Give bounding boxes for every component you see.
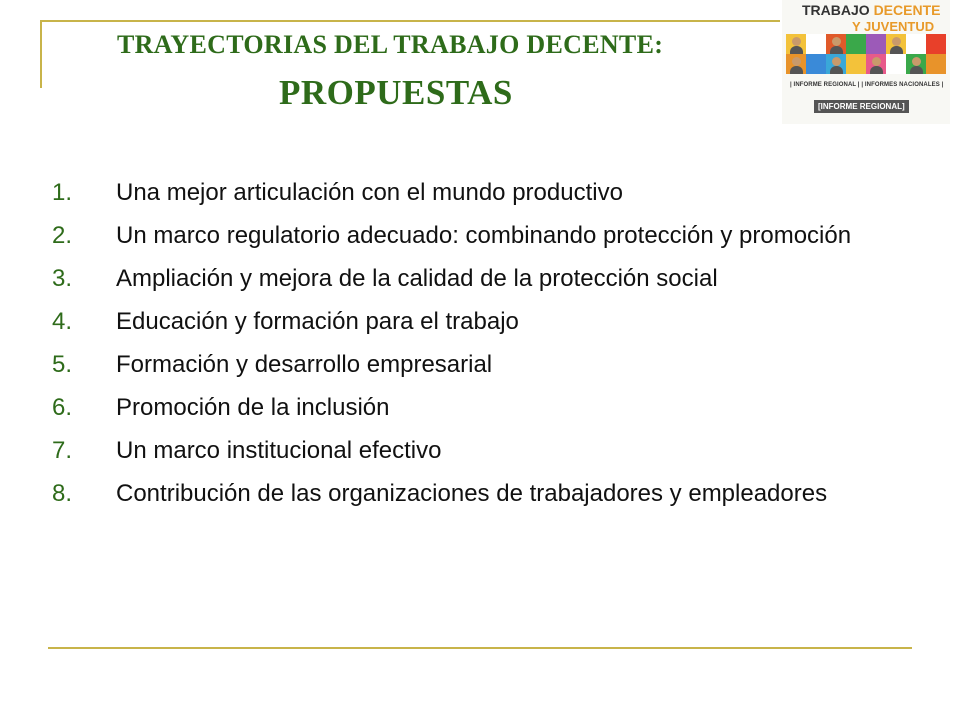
logo-title (802, 2, 940, 18)
item-number: 6. (52, 394, 73, 421)
item-text: Contribución de las organizaciones de trabajadores y empleadores (116, 480, 828, 507)
item-number: 5. (52, 351, 73, 378)
logo-tile (906, 54, 926, 74)
logo-tile (786, 54, 806, 74)
item-text: Ampliación y mejora de la calidad de la protección social (116, 265, 718, 292)
item-number: 1. (52, 179, 73, 206)
list-item (52, 307, 942, 337)
item-text: Un marco regulatorio adecuado: combinando protección y promoción (116, 222, 852, 249)
logo-tile (806, 54, 826, 74)
list-item (52, 479, 942, 509)
item-text: Un marco institucional efectivo (116, 437, 442, 464)
list-item (52, 350, 942, 380)
logo-tile (886, 54, 906, 74)
logo-tile (926, 34, 946, 54)
logo-tile (786, 34, 806, 54)
logo-tile (826, 34, 846, 54)
slide-subtitle: PROPUESTAS (279, 73, 513, 112)
logo-tile (886, 34, 906, 54)
logo-title-word1: TRABAJO (802, 2, 870, 18)
logo-tile (906, 34, 926, 54)
left-frame-rule (40, 20, 42, 88)
logo-tile (846, 34, 866, 54)
item-text: Formación y desarrollo empresarial (116, 351, 493, 378)
trabajo-decente-logo (782, 0, 950, 124)
list-item (52, 221, 942, 251)
list-item (52, 436, 942, 466)
logo-subtitle: Y JUVENTUD (852, 19, 935, 34)
item-number: 4. (52, 308, 73, 335)
item-number: 2. (52, 222, 73, 249)
list-item (52, 393, 942, 423)
item-text: Una mejor articulación con el mundo productivo (116, 179, 623, 206)
logo-tile (826, 54, 846, 74)
top-frame-rule (40, 20, 780, 22)
item-number: 7. (52, 437, 73, 464)
logo-tile (806, 34, 826, 54)
logo-tile (846, 54, 866, 74)
item-number: 3. (52, 265, 73, 292)
proposals-list (52, 178, 942, 522)
logo-tile (866, 34, 886, 54)
logo-badge: [INFORME REGIONAL] (814, 100, 909, 113)
list-item (52, 178, 942, 208)
item-text: Promoción de la inclusión (116, 394, 390, 421)
logo-report-labels: | INFORME REGIONAL | | INFORMES NACIONALES | (790, 82, 944, 88)
logo-title-word2: DECENTE (873, 2, 941, 18)
slide-title: TRAYECTORIAS DEL TRABAJO DECENTE: (117, 30, 664, 59)
logo-tile (866, 54, 886, 74)
logo-portrait-tiles (786, 34, 946, 76)
logo-tile (926, 54, 946, 74)
bottom-rule (48, 647, 912, 649)
item-text: Educación y formación para el trabajo (116, 308, 519, 335)
item-number: 8. (52, 480, 73, 507)
list-item (52, 264, 942, 294)
